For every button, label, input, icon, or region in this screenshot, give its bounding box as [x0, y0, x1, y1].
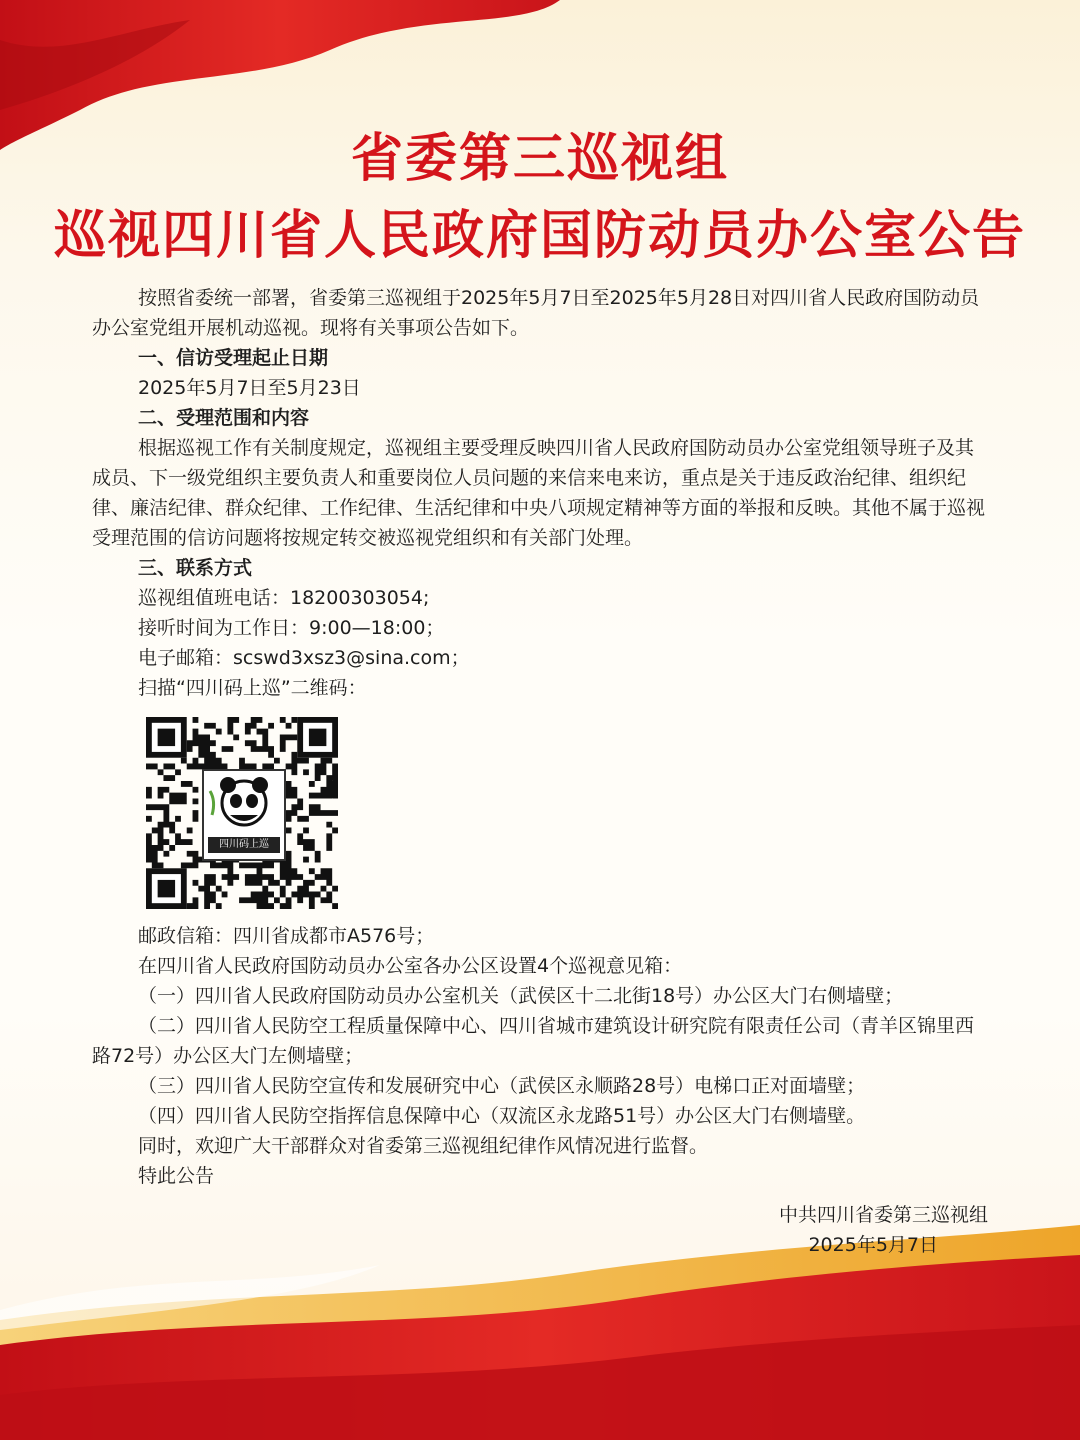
section-2-text: 根据巡视工作有关制度规定，巡视组主要受理反映四川省人民政府国防动员办公室党组领导班子及其成员、下一级党组织主要负责人和重要岗位人员问题的来信来电来访，重点是关于违反政治纪律、组织纪律、廉洁纪律、群众纪律、工作纪律、生活纪律和中央八项规定精神等方面的举报和反映。其他不属于巡视受理范围的信访问题将按规定转交被巡视党组织和有关部门处理。 [92, 437, 986, 549]
boxes-intro: 在四川省人民政府国防动员办公室各办公区设置4个巡视意见箱： [138, 955, 683, 977]
supervise-text: 同时，欢迎广大干部群众对省委第三巡视组纪律作风情况进行监督。 [138, 1135, 709, 1157]
qr-code-icon[interactable] [146, 717, 338, 909]
section-1-heading: 一、信访受理起止日期 [138, 347, 329, 369]
announcement-body [92, 283, 992, 1191]
box-item-3: （三）四川省人民防空宣传和发展研究中心（武侯区永顺路28号）电梯口正对面墙壁； [138, 1075, 866, 1097]
qr-finder-pattern [297, 717, 338, 758]
intro-paragraph: 按照省委统一部署，省委第三巡视组于2025年5月7日至2025年5月28日对四川省人民政府国防动员办公室党组开展机动巡视。现将有关事项公告如下。 [92, 287, 980, 339]
section-2-heading: 二、受理范围和内容 [138, 407, 310, 429]
contact-phone: 巡视组值班电话：18200303054; [138, 587, 430, 609]
section-1-text: 2025年5月7日至5月23日 [138, 377, 361, 399]
qr-logo-text: 四川码上巡 [208, 837, 280, 853]
signature-date: 2025年5月7日 [808, 1234, 938, 1256]
panda-logo-icon [202, 769, 286, 861]
panda-face [204, 771, 284, 833]
postal-mailbox: 邮政信箱：四川省成都市A576号； [138, 925, 435, 947]
title-line-2: 巡视四川省人民政府国防动员办公室公告 [53, 205, 1026, 266]
qr-label: 扫描“四川码上巡”二维码： [138, 677, 367, 699]
box-item-4: （四）四川省人民防空指挥信息保障中心（双流区永龙路51号）办公区大门右侧墙壁。 [138, 1105, 866, 1127]
contact-hours: 接听时间为工作日：9:00—18:00； [138, 617, 445, 639]
contact-email: 电子邮箱：scswd3xsz3@sina.com； [138, 647, 470, 669]
box-item-2: （二）四川省人民防空工程质量保障中心、四川省城市建筑设计研究院有限责任公司（青羊区锦里西路72号）办公区大门左侧墙壁； [92, 1015, 975, 1067]
signature-block [779, 1200, 988, 1260]
closing-text: 特此公告 [138, 1165, 215, 1187]
title-line-1: 省委第三巡视组 [350, 128, 729, 189]
box-item-1: （一）四川省人民政府国防动员办公室机关（武侯区十二北街18号）办公区大门右侧墙壁； [138, 985, 904, 1007]
signature-org: 中共四川省委第三巡视组 [778, 1204, 988, 1226]
section-3-heading: 三、联系方式 [138, 557, 253, 579]
qr-finder-pattern [146, 717, 187, 758]
qr-finder-pattern [146, 868, 187, 909]
